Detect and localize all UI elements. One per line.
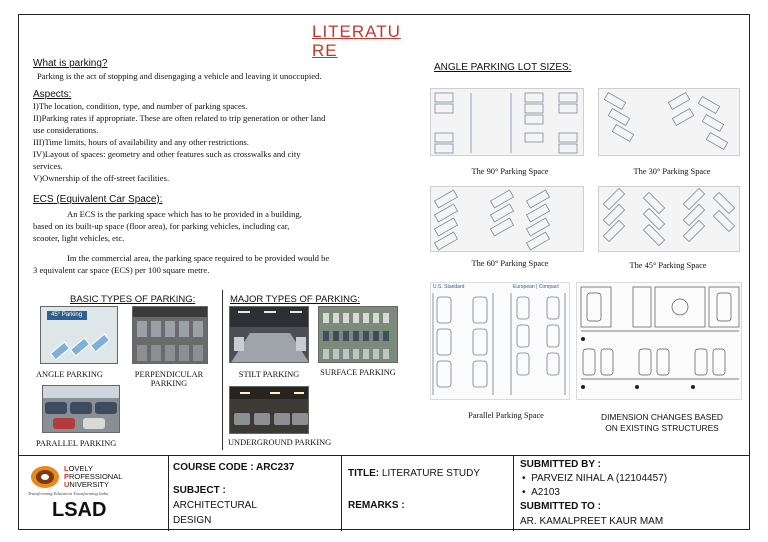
diagram-30-degree: [598, 88, 740, 156]
subject-label: SUBJECT :: [173, 485, 226, 496]
stilt-parking-photo: [229, 306, 309, 363]
basic-types-heading: BASIC TYPES OF PARKING:: [70, 294, 196, 305]
aspect-item: II)Parking rates if appropriate. These are often related to trip generation or other land: [33, 113, 326, 123]
angle-sign-text: 45° Parking: [51, 312, 83, 318]
title-block: [18, 455, 750, 530]
aspect-item: III)Time limits, hours of availability and any other restrictions.: [33, 137, 249, 147]
surface-parking-caption: SURFACE PARKING: [320, 368, 396, 377]
diagram-60-degree: [430, 186, 584, 252]
eu-compact-label: European | Compact: [513, 284, 559, 290]
dimension-caption: DIMENSION CHANGES BASED ON EXISTING STRUCTURES: [601, 412, 723, 433]
perpendicular-parking-photo: [132, 306, 208, 364]
aspect-item: use considerations.: [33, 125, 99, 135]
perpendicular-parking-caption: PERPENDICULAR PARKING: [134, 370, 204, 388]
ecs-paragraph-2: Im the commercial area, the parking space required to be provided would be 3 equivalent car space (ECS) per 100 square metre.: [33, 253, 330, 275]
caption-60-degree: The 60° Parking Space: [471, 259, 549, 268]
remarks-label: REMARKS :: [348, 500, 405, 511]
diagram-90-degree: [430, 88, 584, 156]
parallel-parking-drawing: [430, 282, 570, 400]
major-types-heading: MAJOR TYPES OF PARKING:: [230, 294, 361, 305]
caption-45-degree: The 45° Parking Space: [629, 261, 707, 270]
us-standard-label: U.S. Standard: [433, 284, 465, 290]
ecs-heading: ECS (Equivalent Car Space):: [33, 194, 163, 205]
submission-cell: [513, 456, 750, 531]
aspects-list: [33, 100, 403, 184]
university-tagline: Transforming Education Transforming India: [28, 491, 109, 496]
aspect-item: IV)Layout of spaces: geometry and other features such as crosswalks and city: [33, 149, 301, 159]
title-field: TITLE: LITERATURE STUDY: [348, 468, 481, 479]
title-remarks-cell: [341, 456, 513, 531]
angle-parking-caption: ANGLE PARKING: [36, 370, 103, 379]
course-code: COURSE CODE : ARC237: [173, 462, 295, 473]
parallel-parking-space-caption: Parallel Parking Space: [468, 411, 544, 420]
faculty-name: AR. KAMALPREET KAUR MAM: [520, 516, 664, 527]
underground-parking-photo: [229, 386, 309, 434]
aspects-heading: Aspects:: [33, 89, 72, 100]
parallel-parking-caption: PARALLEL PARKING: [36, 439, 117, 448]
lsad-logo-text: LSAD: [52, 499, 107, 521]
parking-heading: What is parking?: [33, 58, 108, 69]
university-logo-icon: [30, 464, 60, 490]
caption-30-degree: The 30° Parking Space: [633, 167, 711, 176]
angle-lot-heading: ANGLE PARKING LOT SIZES:: [434, 62, 572, 73]
caption-90-degree: The 90° Parking Space: [471, 167, 549, 176]
logo-cell: [18, 456, 168, 531]
underground-parking-caption: UNDERGROUND PARKING: [228, 438, 332, 447]
angle-parking-photo: [40, 306, 118, 364]
subject-value-line1: ARCHITECTURAL: [173, 500, 257, 511]
university-name: LOVELY PROFESSIONAL UNIVERSITY: [64, 464, 123, 489]
dimension-drawing: [576, 282, 742, 400]
student-name: • PARVEIZ NIHAL A (12104457): [522, 473, 668, 484]
parking-definition: Parking is the act of stopping and disengaging a vehicle and leaving it unoccupied.: [37, 71, 322, 81]
submitted-by-label: SUBMITTED BY :: [520, 459, 601, 470]
stilt-parking-caption: STILT PARKING: [238, 370, 300, 379]
ecs-paragraph-1: An ECS is the parking space which has to be provided in a building, based on its built-up space (floor area), for parking vehicles, including car, scooter, light vehicles, etc.: [33, 209, 302, 243]
subject-value-line2: DESIGN: [173, 515, 212, 526]
diagram-45-degree: [598, 186, 740, 252]
course-cell: [168, 456, 341, 531]
student-section: • A2103: [522, 487, 560, 498]
parallel-parking-photo: [42, 385, 120, 433]
aspect-item: services.: [33, 161, 63, 171]
page-title: LITERATU RE: [312, 22, 401, 60]
aspect-item: V)Ownership of the off-street facilities.: [33, 173, 170, 183]
aspect-item: I)The location, condition, type, and number of parking spaces.: [33, 101, 248, 111]
section-divider: [222, 290, 223, 450]
submitted-to-label: SUBMITTED TO :: [520, 501, 601, 512]
surface-parking-photo: [318, 306, 398, 363]
